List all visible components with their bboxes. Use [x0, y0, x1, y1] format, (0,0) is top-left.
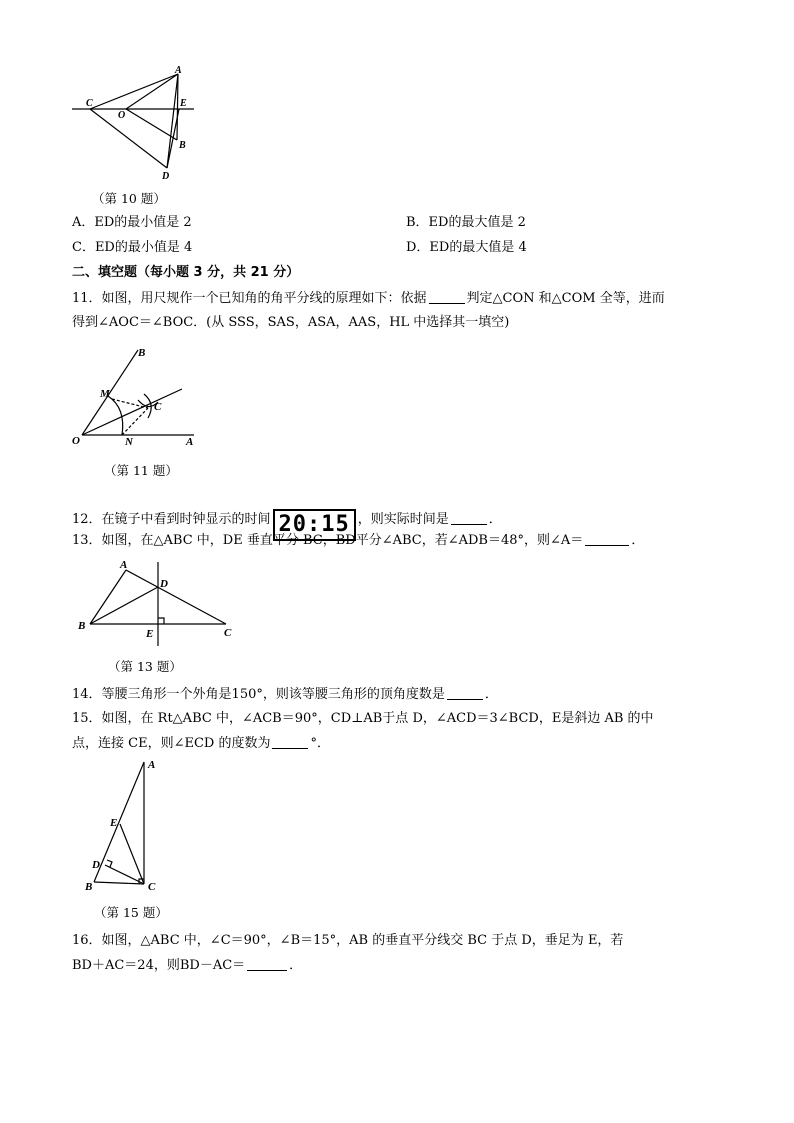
q14-line	[72, 684, 498, 706]
q16-text-post: ．	[289, 958, 303, 973]
fig13-seg-BD	[90, 587, 158, 624]
fig13-label-A: A	[120, 559, 128, 571]
fig13-label-E: E	[146, 628, 154, 640]
q13-text-pre: 13．如图，在△ABC 中，DE 垂直平分 BC，BD平分∠ABC，若∠ADB＝48°，则∠A＝	[72, 533, 584, 548]
q16-text-pre: BD＋AC＝24，则BD－AC＝	[72, 958, 246, 973]
figure-10	[66, 62, 206, 184]
q16-line2	[72, 955, 302, 977]
q12-text-pre: 12．在镜子中看到时钟显示的时间	[72, 512, 271, 527]
fig13-label-B: B	[78, 620, 86, 632]
fig10-label-E: E	[180, 98, 187, 109]
fig10-label-B: B	[179, 140, 186, 151]
q11-line1	[72, 288, 665, 310]
q14-text-end: ．	[484, 687, 498, 702]
figure-11	[68, 344, 208, 448]
q13-line	[72, 530, 644, 552]
q14-answer-blank[interactable]	[447, 685, 483, 700]
fig11-dash-MC	[112, 399, 148, 408]
fig13-label-C: C	[224, 627, 232, 639]
fig15-label-A: A	[148, 759, 156, 771]
fig15-seg-BC	[94, 882, 144, 884]
q12-text-post: ，则实际时间是	[357, 512, 449, 527]
q15-text-post: °．	[310, 736, 330, 751]
fig11-label-O: O	[72, 435, 80, 447]
q12-mirror-clock: 20:15	[273, 509, 356, 541]
fig11-label-A: A	[186, 436, 194, 448]
fig11-label-B: B	[138, 347, 146, 359]
figure-15	[80, 756, 170, 896]
fig13-caption: （第 13 题）	[108, 659, 182, 674]
fig13-right-angle	[158, 618, 164, 624]
q10-option-c: C．ED的最小值是 4	[72, 240, 193, 255]
fig11-caption: （第 11 题）	[104, 463, 178, 478]
q11-answer-blank[interactable]	[429, 289, 465, 304]
fig10-label-C: C	[86, 98, 93, 109]
fig13-label-D: D	[160, 578, 168, 590]
fig13-seg-AC	[126, 570, 226, 624]
q13-answer-blank[interactable]	[585, 531, 629, 546]
fig10-seg-CD	[90, 109, 167, 168]
q15-line1: 15．如图，在 Rt△ABC 中，∠ACB＝90°，CD⊥AB于点 D，∠ACD＝3∠BCD，E是斜边 AB 的中	[72, 711, 654, 726]
q15-line2	[72, 733, 330, 755]
fig15-label-D: D	[92, 859, 100, 871]
q10-option-d: D．ED的最大值是 4	[406, 240, 527, 255]
fig10-label-D: D	[162, 171, 170, 182]
fig15-seg-CE	[120, 824, 144, 884]
q15-text-pre: 点，连接 CE，则∠ECD 的度数为	[72, 736, 271, 751]
fig15-caption: （第 15 题）	[94, 905, 168, 920]
q11-text-post: 判定△CON 和△COM 全等，进而	[466, 291, 665, 306]
fig11-label-M: M	[100, 388, 110, 400]
q15-answer-blank[interactable]	[272, 734, 308, 749]
fig15-label-C: C	[148, 881, 156, 893]
q16-answer-blank[interactable]	[247, 956, 287, 971]
q11-line2: 得到∠AOC＝∠BOC．(从 SSS，SAS，ASA，AAS，HL 中选择其一填空)	[72, 315, 510, 330]
q12-answer-blank[interactable]	[451, 510, 487, 525]
fig11-label-N: N	[125, 436, 133, 448]
section-heading: 二、填空题（每小题 3 分，共 21 分）	[72, 265, 300, 280]
fig11-arc-MN	[108, 396, 123, 435]
q14-text-pre: 14．等腰三角形一个外角是150°，则该等腰三角形的顶角度数是	[72, 687, 445, 702]
q13-text-end: ．	[631, 533, 645, 548]
fig11-label-C: C	[154, 401, 162, 413]
fig10-label-A: A	[175, 65, 182, 76]
figure-13	[74, 558, 244, 650]
q11-text-pre: 11．如图，用尺规作一个已知角的角平分线的原理如下：依据	[72, 291, 427, 306]
q10-option-b: B．ED的最大值是 2	[406, 215, 526, 230]
fig10-label-O: O	[118, 110, 126, 121]
fig15-label-E: E	[110, 817, 118, 829]
q12-text-end: ．	[488, 512, 502, 527]
fig10-caption: （第 10 题）	[92, 191, 166, 206]
q16-line1: 16．如图，△ABC 中，∠C＝90°，∠B＝15°，AB 的垂直平分线交 BC 于点 D，垂足为 E，若	[72, 933, 624, 948]
fig11-dash-NC	[122, 408, 148, 435]
fig15-label-B: B	[85, 881, 93, 893]
fig13-seg-AB	[90, 570, 126, 624]
q10-option-a: A．ED的最小值是 2	[72, 215, 192, 230]
fig10-seg-OB	[126, 109, 177, 140]
